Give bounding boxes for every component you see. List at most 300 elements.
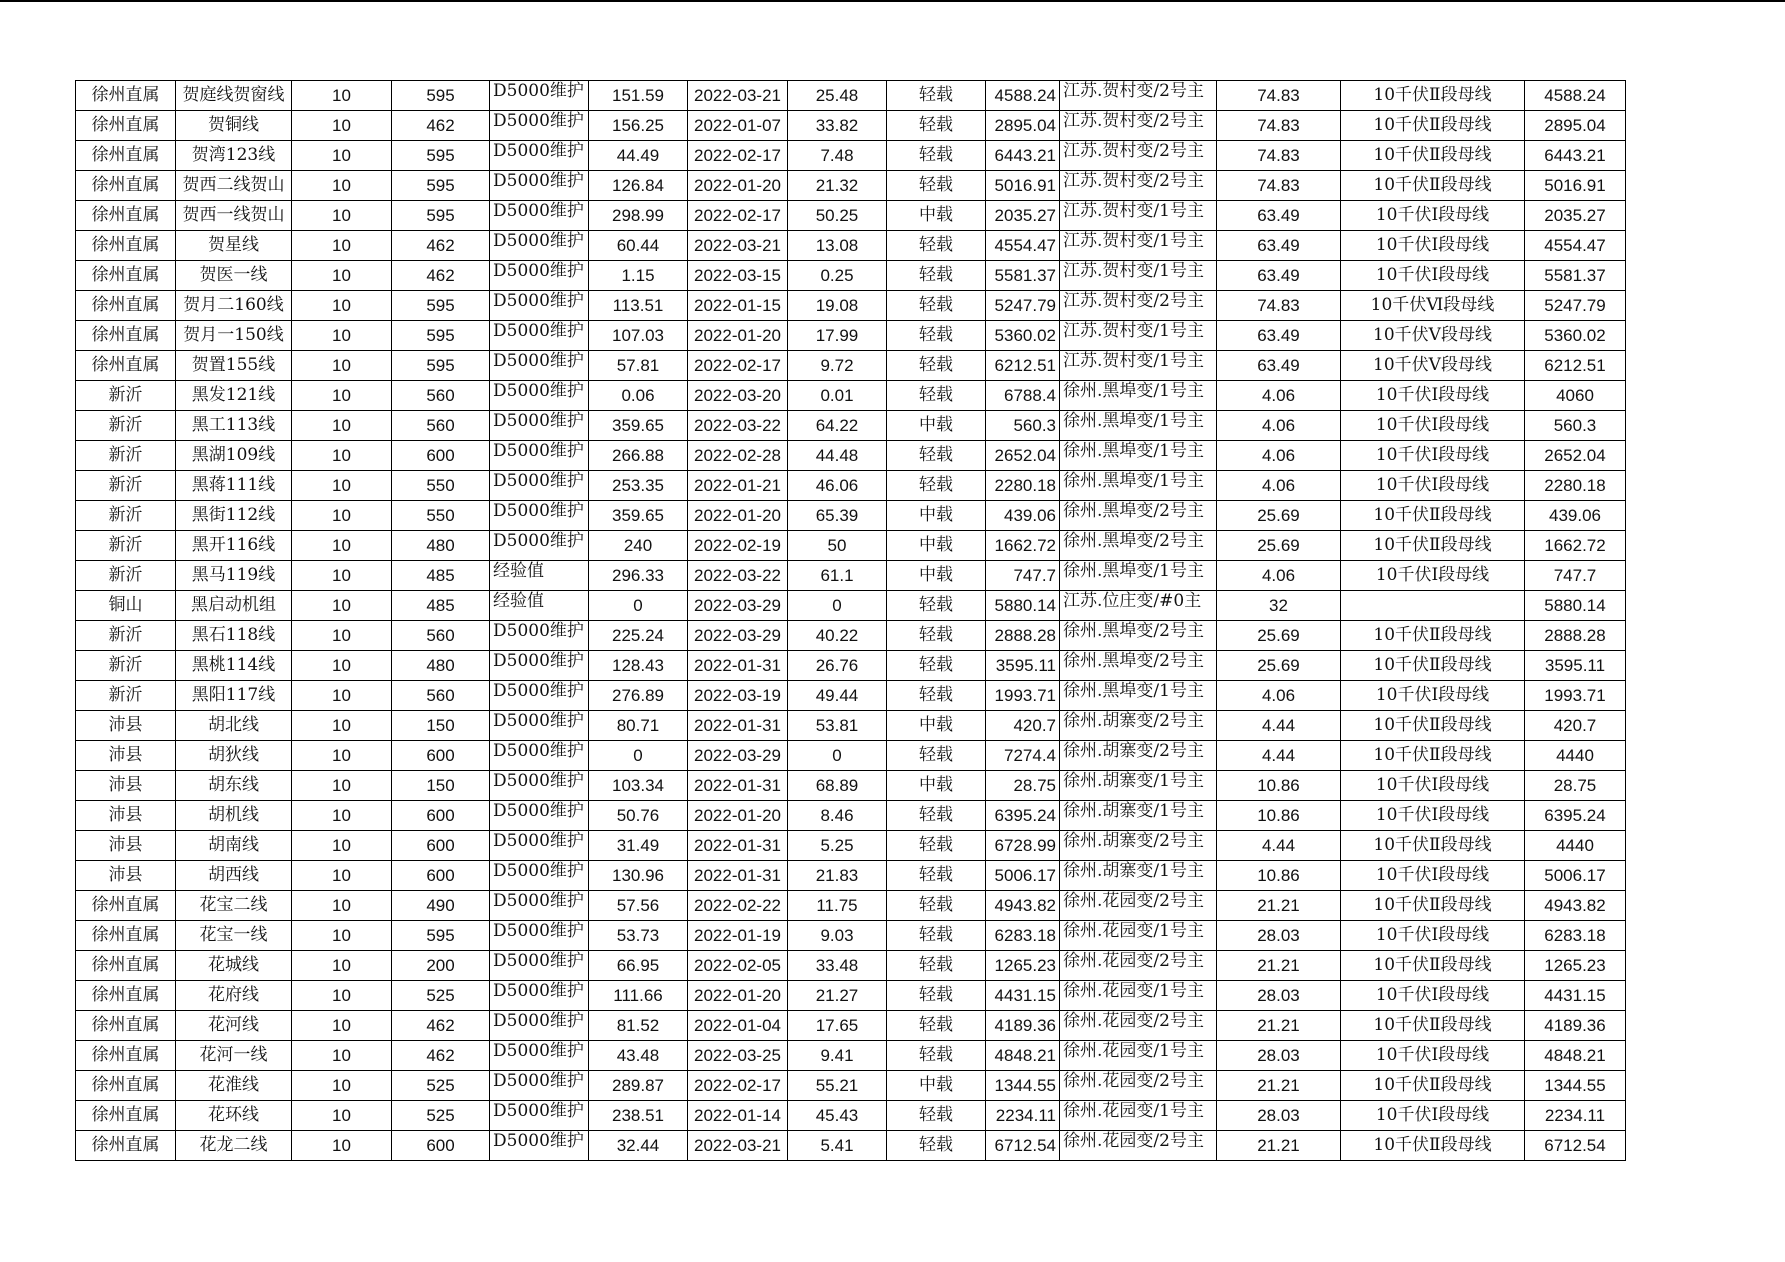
load-status-cell: 轻载	[887, 381, 986, 411]
load-rate-cell: 64.22	[788, 411, 887, 441]
date-cell: 2022-01-07	[688, 111, 788, 141]
source-cell: D5000维护	[490, 1011, 589, 1041]
transformer-rate-cell: 4.06	[1217, 381, 1341, 411]
available-cell: 7274.4	[986, 741, 1060, 771]
transformer-cell: 徐州.花园变/1号主	[1060, 1041, 1217, 1071]
transformer-cell: 徐州.花园变/2号主	[1060, 1071, 1217, 1101]
voltage-cell: 10	[292, 861, 392, 891]
busbar-cell: 10千伏Ⅰ段母线	[1341, 681, 1525, 711]
margin-cell: 5247.79	[1525, 291, 1626, 321]
transformer-rate-cell: 25.69	[1217, 651, 1341, 681]
busbar-cell: 10千伏Ⅰ段母线	[1341, 921, 1525, 951]
date-cell: 2022-03-29	[688, 591, 788, 621]
load-status-cell: 轻载	[887, 651, 986, 681]
load-status-cell: 中载	[887, 1071, 986, 1101]
company-cell: 徐州直属	[76, 321, 176, 351]
date-cell: 2022-01-31	[688, 861, 788, 891]
current-cell: 43.48	[589, 1041, 688, 1071]
date-cell: 2022-03-29	[688, 621, 788, 651]
transformer-rate-cell: 4.06	[1217, 471, 1341, 501]
voltage-cell: 10	[292, 591, 392, 621]
load-status-cell: 中载	[887, 561, 986, 591]
current-cell: 111.66	[589, 981, 688, 1011]
date-cell: 2022-03-29	[688, 741, 788, 771]
busbar-cell: 10千伏Ⅵ段母线	[1341, 291, 1525, 321]
busbar-cell	[1341, 591, 1525, 621]
load-status-cell: 轻载	[887, 321, 986, 351]
line-name-cell: 胡机线	[176, 801, 292, 831]
capacity-cell: 560	[392, 411, 490, 441]
load-rate-cell: 21.83	[788, 861, 887, 891]
line-name-cell: 贺铜线	[176, 111, 292, 141]
voltage-cell: 10	[292, 621, 392, 651]
current-cell: 0	[589, 741, 688, 771]
company-cell: 新沂	[76, 501, 176, 531]
voltage-cell: 10	[292, 801, 392, 831]
transformer-cell: 江苏.贺村变/1号主	[1060, 321, 1217, 351]
line-name-cell: 贺置155线	[176, 351, 292, 381]
date-cell: 2022-01-31	[688, 711, 788, 741]
margin-cell: 28.75	[1525, 771, 1626, 801]
current-cell: 359.65	[589, 411, 688, 441]
margin-cell: 4588.24	[1525, 81, 1626, 111]
available-cell: 2234.11	[986, 1101, 1060, 1131]
current-cell: 44.49	[589, 141, 688, 171]
source-cell: D5000维护	[490, 471, 589, 501]
voltage-cell: 10	[292, 831, 392, 861]
capacity-cell: 600	[392, 861, 490, 891]
table-row	[76, 741, 1626, 771]
table-row	[76, 1041, 1626, 1071]
table-row	[76, 861, 1626, 891]
line-name-cell: 黑启动机组	[176, 591, 292, 621]
current-cell: 0	[589, 591, 688, 621]
table-row	[76, 441, 1626, 471]
date-cell: 2022-03-25	[688, 1041, 788, 1071]
busbar-cell: 10千伏Ⅱ段母线	[1341, 111, 1525, 141]
table-row	[76, 621, 1626, 651]
load-rate-cell: 68.89	[788, 771, 887, 801]
transformer-rate-cell: 21.21	[1217, 1071, 1341, 1101]
date-cell: 2022-01-20	[688, 501, 788, 531]
transformer-cell: 江苏.位庄变/#0主	[1060, 591, 1217, 621]
margin-cell: 5581.37	[1525, 261, 1626, 291]
load-status-cell: 轻载	[887, 111, 986, 141]
transformer-rate-cell: 21.21	[1217, 891, 1341, 921]
voltage-cell: 10	[292, 1101, 392, 1131]
available-cell: 1662.72	[986, 531, 1060, 561]
company-cell: 新沂	[76, 621, 176, 651]
company-cell: 徐州直属	[76, 1011, 176, 1041]
date-cell: 2022-01-20	[688, 321, 788, 351]
transformer-cell: 江苏.贺村变/1号主	[1060, 261, 1217, 291]
source-cell: D5000维护	[490, 771, 589, 801]
capacity-cell: 462	[392, 1041, 490, 1071]
capacity-cell: 560	[392, 381, 490, 411]
transformer-cell: 江苏.贺村变/1号主	[1060, 201, 1217, 231]
transformer-cell: 徐州.黑埠变/1号主	[1060, 471, 1217, 501]
capacity-cell: 595	[392, 171, 490, 201]
margin-cell: 2895.04	[1525, 111, 1626, 141]
transformer-rate-cell: 4.44	[1217, 831, 1341, 861]
source-cell: D5000维护	[490, 141, 589, 171]
line-name-cell: 花城线	[176, 951, 292, 981]
load-rate-cell: 11.75	[788, 891, 887, 921]
capacity-cell: 462	[392, 231, 490, 261]
source-cell: D5000维护	[490, 861, 589, 891]
capacity-cell: 480	[392, 531, 490, 561]
load-status-cell: 轻载	[887, 471, 986, 501]
source-cell: D5000维护	[490, 351, 589, 381]
margin-cell: 1662.72	[1525, 531, 1626, 561]
capacity-cell: 595	[392, 321, 490, 351]
company-cell: 徐州直属	[76, 891, 176, 921]
line-name-cell: 贺湾123线	[176, 141, 292, 171]
date-cell: 2022-03-15	[688, 261, 788, 291]
current-cell: 57.81	[589, 351, 688, 381]
company-cell: 沛县	[76, 741, 176, 771]
load-rate-cell: 55.21	[788, 1071, 887, 1101]
voltage-cell: 10	[292, 651, 392, 681]
available-cell: 2895.04	[986, 111, 1060, 141]
transformer-rate-cell: 63.49	[1217, 351, 1341, 381]
line-name-cell: 黑街112线	[176, 501, 292, 531]
load-rate-cell: 33.48	[788, 951, 887, 981]
transformer-rate-cell: 4.44	[1217, 741, 1341, 771]
table-row	[76, 231, 1626, 261]
load-status-cell: 轻载	[887, 831, 986, 861]
available-cell: 1265.23	[986, 951, 1060, 981]
load-status-cell: 轻载	[887, 681, 986, 711]
line-name-cell: 贺星线	[176, 231, 292, 261]
load-status-cell: 轻载	[887, 1101, 986, 1131]
company-cell: 徐州直属	[76, 231, 176, 261]
table-row	[76, 471, 1626, 501]
load-rate-cell: 19.08	[788, 291, 887, 321]
line-name-cell: 黑湖109线	[176, 441, 292, 471]
transformer-rate-cell: 4.44	[1217, 711, 1341, 741]
voltage-cell: 10	[292, 561, 392, 591]
available-cell: 747.7	[986, 561, 1060, 591]
load-rate-cell: 46.06	[788, 471, 887, 501]
date-cell: 2022-01-20	[688, 981, 788, 1011]
source-cell: D5000维护	[490, 411, 589, 441]
load-rate-cell: 65.39	[788, 501, 887, 531]
capacity-cell: 462	[392, 111, 490, 141]
load-status-cell: 轻载	[887, 1041, 986, 1071]
margin-cell: 3595.11	[1525, 651, 1626, 681]
capacity-cell: 490	[392, 891, 490, 921]
source-cell: 经验值	[490, 561, 589, 591]
load-status-cell: 轻载	[887, 1131, 986, 1161]
load-rate-cell: 9.41	[788, 1041, 887, 1071]
line-name-cell: 贺庭线贺窗线	[176, 81, 292, 111]
voltage-cell: 10	[292, 201, 392, 231]
margin-cell: 5360.02	[1525, 321, 1626, 351]
source-cell: D5000维护	[490, 981, 589, 1011]
date-cell: 2022-03-22	[688, 411, 788, 441]
load-rate-cell: 7.48	[788, 141, 887, 171]
transformer-rate-cell: 28.03	[1217, 981, 1341, 1011]
margin-cell: 2234.11	[1525, 1101, 1626, 1131]
table-row	[76, 111, 1626, 141]
available-cell: 4554.47	[986, 231, 1060, 261]
table-row	[76, 1011, 1626, 1041]
line-name-cell: 黑马119线	[176, 561, 292, 591]
available-cell: 2652.04	[986, 441, 1060, 471]
line-name-cell: 贺西一线贺山	[176, 201, 292, 231]
transformer-cell: 徐州.黑埠变/2号主	[1060, 621, 1217, 651]
company-cell: 徐州直属	[76, 1071, 176, 1101]
busbar-cell: 10千伏Ⅱ段母线	[1341, 1131, 1525, 1161]
load-rate-cell: 17.99	[788, 321, 887, 351]
busbar-cell: 10千伏Ⅰ段母线	[1341, 411, 1525, 441]
busbar-cell: 10千伏Ⅰ段母线	[1341, 441, 1525, 471]
capacity-cell: 595	[392, 351, 490, 381]
voltage-cell: 10	[292, 441, 392, 471]
margin-cell: 1344.55	[1525, 1071, 1626, 1101]
line-name-cell: 贺月二160线	[176, 291, 292, 321]
capacity-cell: 485	[392, 591, 490, 621]
date-cell: 2022-03-19	[688, 681, 788, 711]
capacity-cell: 560	[392, 681, 490, 711]
available-cell: 2888.28	[986, 621, 1060, 651]
margin-cell: 420.7	[1525, 711, 1626, 741]
available-cell: 5247.79	[986, 291, 1060, 321]
transformer-cell: 江苏.贺村变/2号主	[1060, 111, 1217, 141]
transformer-cell: 徐州.黑埠变/2号主	[1060, 501, 1217, 531]
current-cell: 126.84	[589, 171, 688, 201]
transformer-cell: 江苏.贺村变/2号主	[1060, 171, 1217, 201]
table-row	[76, 501, 1626, 531]
transformer-cell: 徐州.花园变/2号主	[1060, 951, 1217, 981]
transformer-rate-cell: 63.49	[1217, 201, 1341, 231]
line-name-cell: 黑石118线	[176, 621, 292, 651]
source-cell: D5000维护	[490, 111, 589, 141]
transformer-cell: 徐州.胡寨变/1号主	[1060, 861, 1217, 891]
load-rate-cell: 53.81	[788, 711, 887, 741]
margin-cell: 5016.91	[1525, 171, 1626, 201]
available-cell: 4588.24	[986, 81, 1060, 111]
busbar-cell: 10千伏Ⅴ段母线	[1341, 321, 1525, 351]
table-row	[76, 771, 1626, 801]
voltage-cell: 10	[292, 1131, 392, 1161]
capacity-cell: 462	[392, 261, 490, 291]
transformer-cell: 徐州.胡寨变/2号主	[1060, 831, 1217, 861]
current-cell: 31.49	[589, 831, 688, 861]
line-name-cell: 胡狄线	[176, 741, 292, 771]
source-cell: D5000维护	[490, 1131, 589, 1161]
capacity-cell: 595	[392, 291, 490, 321]
margin-cell: 6712.54	[1525, 1131, 1626, 1161]
load-status-cell: 中载	[887, 411, 986, 441]
source-cell: D5000维护	[490, 531, 589, 561]
available-cell: 6212.51	[986, 351, 1060, 381]
load-status-cell: 轻载	[887, 891, 986, 921]
table-row	[76, 531, 1626, 561]
date-cell: 2022-01-14	[688, 1101, 788, 1131]
source-cell: D5000维护	[490, 441, 589, 471]
capacity-cell: 600	[392, 801, 490, 831]
line-name-cell: 花淮线	[176, 1071, 292, 1101]
load-status-cell: 轻载	[887, 921, 986, 951]
table-row	[76, 711, 1626, 741]
transformer-rate-cell: 74.83	[1217, 171, 1341, 201]
transformer-cell: 江苏.贺村变/1号主	[1060, 351, 1217, 381]
busbar-cell: 10千伏Ⅱ段母线	[1341, 741, 1525, 771]
load-status-cell: 中载	[887, 771, 986, 801]
source-cell: D5000维护	[490, 651, 589, 681]
date-cell: 2022-03-22	[688, 561, 788, 591]
current-cell: 359.65	[589, 501, 688, 531]
load-rate-cell: 0.25	[788, 261, 887, 291]
company-cell: 沛县	[76, 831, 176, 861]
data-table	[75, 80, 1626, 1161]
current-cell: 296.33	[589, 561, 688, 591]
table-row	[76, 351, 1626, 381]
transformer-cell: 徐州.花园变/1号主	[1060, 1101, 1217, 1131]
margin-cell: 2888.28	[1525, 621, 1626, 651]
busbar-cell: 10千伏Ⅰ段母线	[1341, 801, 1525, 831]
source-cell: D5000维护	[490, 801, 589, 831]
transformer-rate-cell: 4.06	[1217, 561, 1341, 591]
load-rate-cell: 61.1	[788, 561, 887, 591]
busbar-cell: 10千伏Ⅱ段母线	[1341, 891, 1525, 921]
transformer-rate-cell: 74.83	[1217, 291, 1341, 321]
margin-cell: 4848.21	[1525, 1041, 1626, 1071]
voltage-cell: 10	[292, 351, 392, 381]
current-cell: 253.35	[589, 471, 688, 501]
company-cell: 新沂	[76, 651, 176, 681]
busbar-cell: 10千伏Ⅱ段母线	[1341, 171, 1525, 201]
date-cell: 2022-02-22	[688, 891, 788, 921]
company-cell: 徐州直属	[76, 951, 176, 981]
table-row	[76, 171, 1626, 201]
load-rate-cell: 5.25	[788, 831, 887, 861]
load-rate-cell: 0.01	[788, 381, 887, 411]
busbar-cell: 10千伏Ⅰ段母线	[1341, 381, 1525, 411]
current-cell: 32.44	[589, 1131, 688, 1161]
load-status-cell: 轻载	[887, 621, 986, 651]
company-cell: 铜山	[76, 591, 176, 621]
table-row	[76, 891, 1626, 921]
date-cell: 2022-02-17	[688, 351, 788, 381]
margin-cell: 439.06	[1525, 501, 1626, 531]
busbar-cell: 10千伏Ⅰ段母线	[1341, 861, 1525, 891]
source-cell: D5000维护	[490, 201, 589, 231]
available-cell: 2035.27	[986, 201, 1060, 231]
date-cell: 2022-01-21	[688, 471, 788, 501]
line-name-cell: 黑开116线	[176, 531, 292, 561]
available-cell: 5880.14	[986, 591, 1060, 621]
voltage-cell: 10	[292, 1071, 392, 1101]
source-cell: D5000维护	[490, 1041, 589, 1071]
line-name-cell: 花宝二线	[176, 891, 292, 921]
transformer-rate-cell: 28.03	[1217, 1041, 1341, 1071]
load-rate-cell: 21.27	[788, 981, 887, 1011]
voltage-cell: 10	[292, 231, 392, 261]
busbar-cell: 10千伏Ⅱ段母线	[1341, 531, 1525, 561]
busbar-cell: 10千伏Ⅰ段母线	[1341, 1101, 1525, 1131]
date-cell: 2022-02-17	[688, 1071, 788, 1101]
busbar-cell: 10千伏Ⅰ段母线	[1341, 1041, 1525, 1071]
company-cell: 新沂	[76, 531, 176, 561]
current-cell: 156.25	[589, 111, 688, 141]
current-cell: 60.44	[589, 231, 688, 261]
transformer-cell: 徐州.黑埠变/1号主	[1060, 561, 1217, 591]
voltage-cell: 10	[292, 291, 392, 321]
table-row	[76, 381, 1626, 411]
line-name-cell: 黑桃114线	[176, 651, 292, 681]
busbar-cell: 10千伏Ⅴ段母线	[1341, 351, 1525, 381]
load-status-cell: 轻载	[887, 351, 986, 381]
busbar-cell: 10千伏Ⅰ段母线	[1341, 231, 1525, 261]
table-row	[76, 141, 1626, 171]
transformer-rate-cell: 25.69	[1217, 531, 1341, 561]
capacity-cell: 150	[392, 711, 490, 741]
transformer-cell: 江苏.贺村变/1号主	[1060, 231, 1217, 261]
transformer-rate-cell: 4.06	[1217, 411, 1341, 441]
load-rate-cell: 25.48	[788, 81, 887, 111]
company-cell: 沛县	[76, 801, 176, 831]
load-status-cell: 轻载	[887, 291, 986, 321]
date-cell: 2022-01-31	[688, 771, 788, 801]
table-row	[76, 411, 1626, 441]
date-cell: 2022-03-21	[688, 81, 788, 111]
date-cell: 2022-01-20	[688, 801, 788, 831]
source-cell: D5000维护	[490, 681, 589, 711]
date-cell: 2022-02-28	[688, 441, 788, 471]
line-name-cell: 胡南线	[176, 831, 292, 861]
margin-cell: 4943.82	[1525, 891, 1626, 921]
current-cell: 80.71	[589, 711, 688, 741]
transformer-cell: 徐州.胡寨变/1号主	[1060, 771, 1217, 801]
busbar-cell: 10千伏Ⅰ段母线	[1341, 771, 1525, 801]
capacity-cell: 485	[392, 561, 490, 591]
company-cell: 新沂	[76, 381, 176, 411]
company-cell: 新沂	[76, 681, 176, 711]
load-rate-cell: 5.41	[788, 1131, 887, 1161]
capacity-cell: 595	[392, 141, 490, 171]
company-cell: 徐州直属	[76, 921, 176, 951]
transformer-rate-cell: 74.83	[1217, 141, 1341, 171]
table-row	[76, 651, 1626, 681]
transformer-rate-cell: 4.06	[1217, 681, 1341, 711]
table-row	[76, 261, 1626, 291]
load-rate-cell: 26.76	[788, 651, 887, 681]
voltage-cell: 10	[292, 921, 392, 951]
load-status-cell: 轻载	[887, 261, 986, 291]
table-row	[76, 1071, 1626, 1101]
margin-cell: 6395.24	[1525, 801, 1626, 831]
available-cell: 4431.15	[986, 981, 1060, 1011]
voltage-cell: 10	[292, 981, 392, 1011]
busbar-cell: 10千伏Ⅱ段母线	[1341, 621, 1525, 651]
company-cell: 徐州直属	[76, 291, 176, 321]
current-cell: 128.43	[589, 651, 688, 681]
load-rate-cell: 21.32	[788, 171, 887, 201]
capacity-cell: 600	[392, 441, 490, 471]
busbar-cell: 10千伏Ⅱ段母线	[1341, 711, 1525, 741]
busbar-cell: 10千伏Ⅱ段母线	[1341, 501, 1525, 531]
date-cell: 2022-02-19	[688, 531, 788, 561]
load-rate-cell: 44.48	[788, 441, 887, 471]
company-cell: 徐州直属	[76, 1101, 176, 1131]
current-cell: 66.95	[589, 951, 688, 981]
voltage-cell: 10	[292, 471, 392, 501]
capacity-cell: 595	[392, 201, 490, 231]
load-rate-cell: 0	[788, 591, 887, 621]
